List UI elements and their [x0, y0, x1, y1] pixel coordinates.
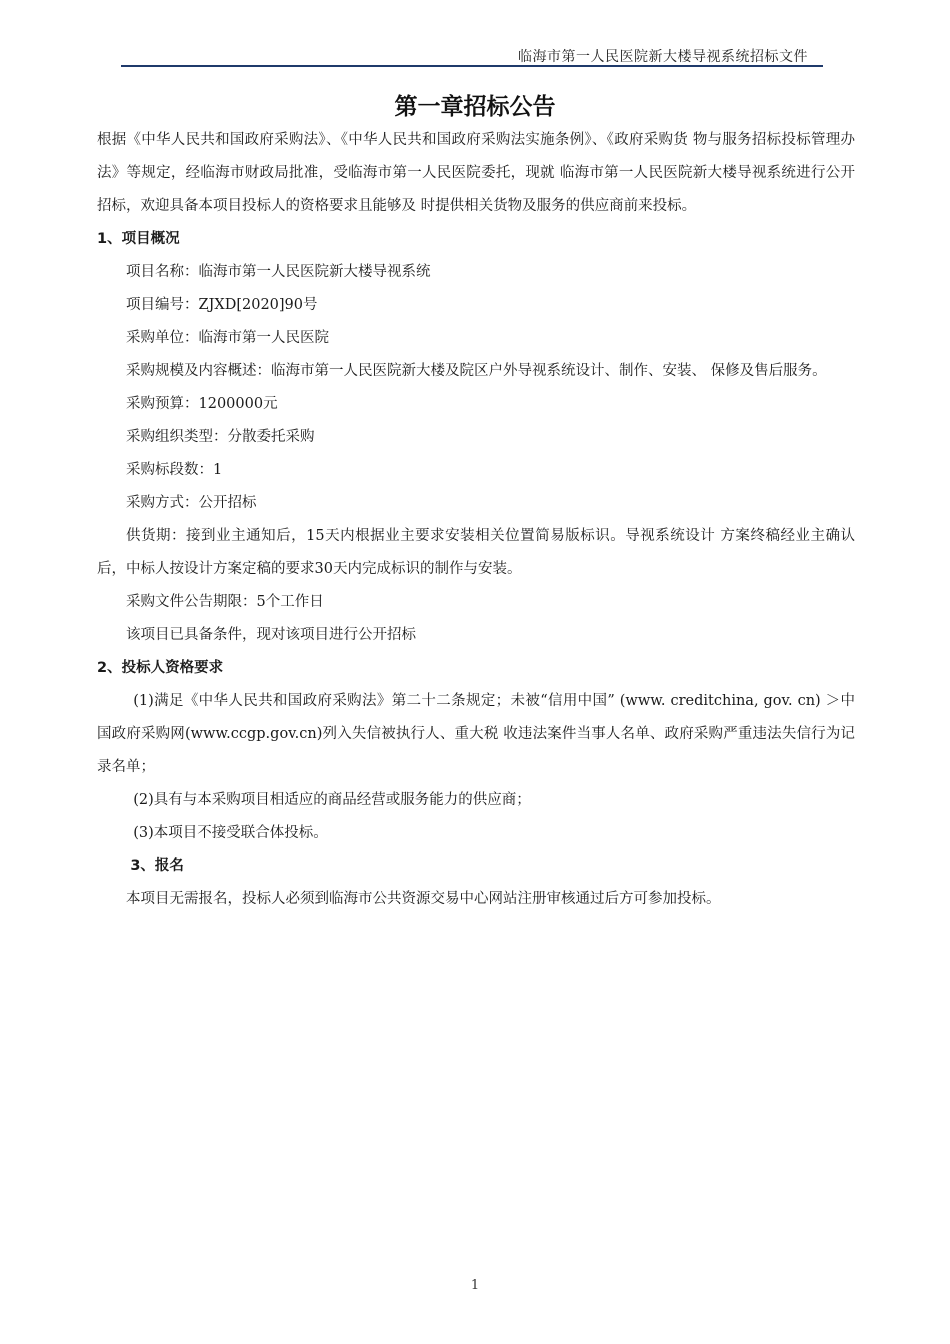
page-title: 第一章招标公告	[394, 94, 556, 120]
project-name: 项目名称：临海市第一人民医院新大楼导视系统	[126, 264, 431, 280]
header-rule	[121, 65, 823, 67]
intro-paragraph: 根据《中华人民共和国政府采购法》、《中华人民共和国政府采购法实施条例》、《政府采购货 物与服务招标投标管理办法》等规定，经临海市财政局批准，受临海市第一人民医院委托，现就 临海市第一人民医院新大楼导视系统进行公开招标，欢迎具备本项目投标人的资格要求且能够及 时提供相关货物及服务的供应商前来投标。	[97, 132, 855, 214]
announcement-period: 采购文件公告期限：5个工作日	[126, 594, 324, 610]
tender-statement: 该项目已具备条件，现对该项目进行公开招标	[126, 627, 416, 643]
page-number: 1	[470, 1278, 480, 1293]
delivery-period: 供货期：接到业主通知后，15天内根据业主要求安装相关位置简易版标识。导视系统设计 方案终稿经业主确认后，中标人按设计方案定稿的要求30天内完成标识的制作与安装。	[97, 528, 855, 577]
purchasing-unit: 采购单位：临海市第一人民医院	[126, 330, 329, 346]
qualification-item-3: (3)本项目不接受联合体投标。	[133, 825, 328, 841]
running-header: 临海市第一人民医院新大楼导视系统招标文件	[518, 49, 808, 65]
qualification-item-2: (2)具有与本采购项目相适应的商品经营或服务能力的供应商；	[133, 792, 531, 808]
procurement-method: 采购方式：公开招标	[126, 495, 257, 511]
scope-summary: 采购规模及内容概述：临海市第一人民医院新大楼及院区户外导视系统设计、制作、安装、 保修及售后服务。	[126, 363, 827, 379]
section-heading-overview: 1、项目概况	[97, 231, 180, 247]
lot-count: 采购标段数：1	[126, 462, 223, 478]
qualification-item-1: (1)满足《中华人民共和国政府采购法》第二十二条规定；未被“信用中国” (www. creditchina, gov. cn) ＞中国政府采购网(www.ccgp.gov.cn)列入失信被执行人、重大税 收违法案件当事人名单、政府采购严重违法失信行为记录名单；	[97, 693, 855, 775]
registration-text: 本项目无需报名，投标人必须到临海市公共资源交易中心网站注册审核通过后方可参加投标。	[126, 891, 721, 907]
budget: 采购预算：1200000元	[126, 396, 278, 412]
organization-type: 采购组织类型：分散委托采购	[126, 429, 315, 445]
section-heading-qualification: 2、投标人资格要求	[97, 660, 224, 676]
document-body	[97, 124, 855, 916]
project-number: 项目编号：ZJXD[2020]90号	[126, 297, 318, 313]
section-heading-registration: 3、报名	[130, 858, 184, 874]
